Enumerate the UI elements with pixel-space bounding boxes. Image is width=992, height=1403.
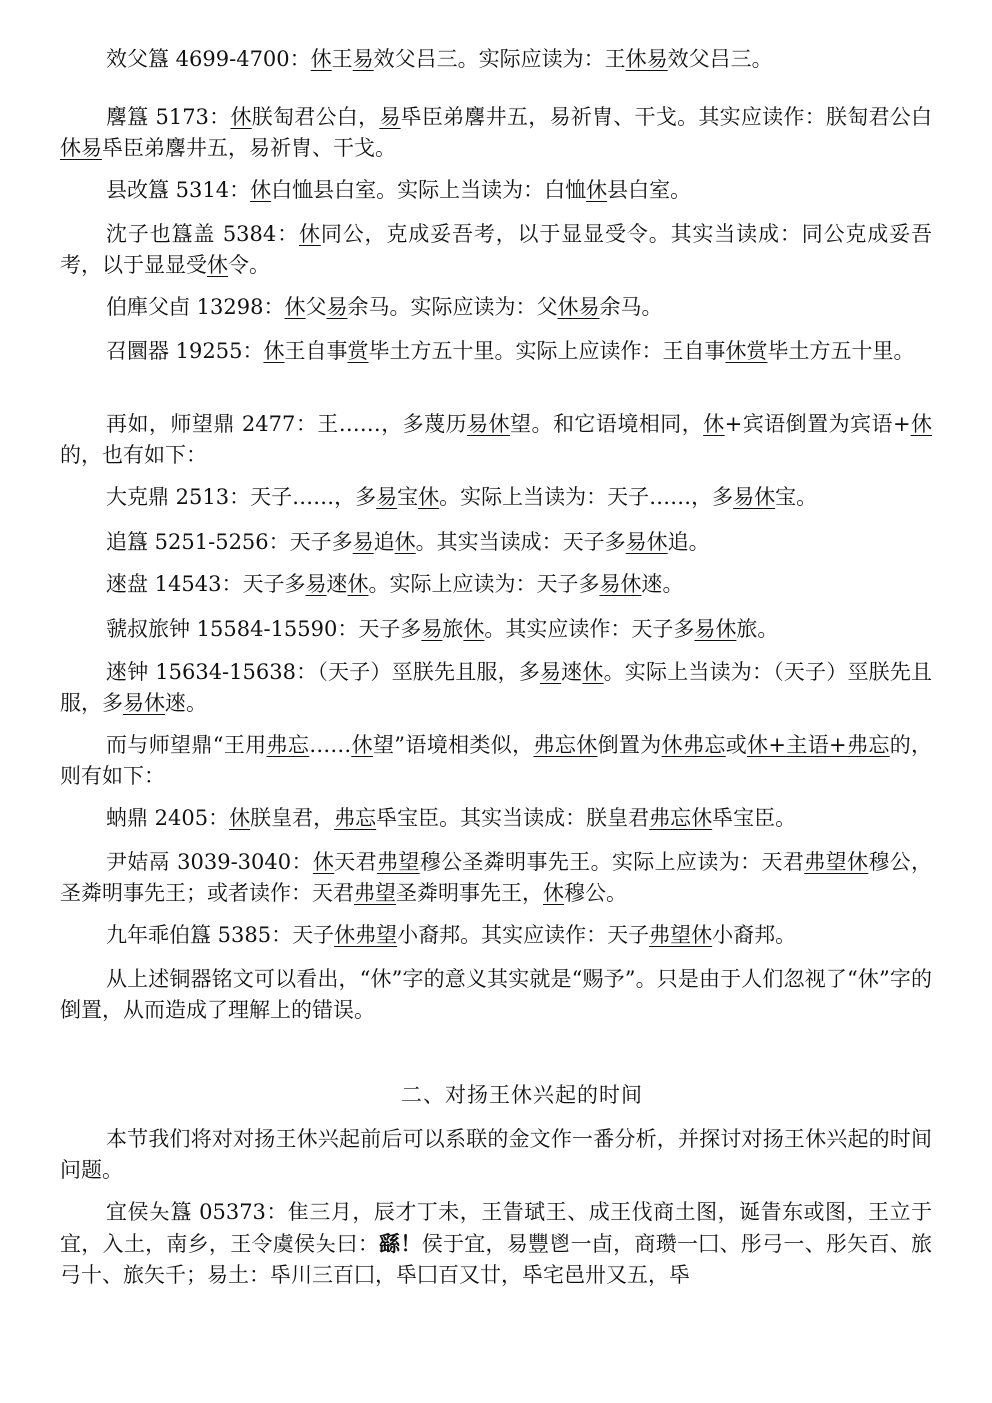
text-segment: 大克鼎 2513：天子……，多	[106, 485, 377, 509]
underlined-term: 弗忘休	[649, 806, 713, 830]
text-segment: 逨钟 15634-15638：（天子）巠朕先且服，多	[106, 660, 540, 684]
text-segment: 尹姞鬲 3039-3040：	[106, 850, 313, 874]
text-segment: 穆公，圣粦明事先王；或者读作：天君	[60, 850, 933, 905]
text-segment: 白恤县白室。实际上当读为：白恤	[271, 178, 587, 202]
underlined-term: 弗望	[354, 881, 396, 905]
underlined-term: 休易	[60, 136, 102, 160]
text-segment: 穆公。	[564, 881, 627, 905]
paragraph	[60, 964, 932, 1026]
paragraph	[60, 44, 932, 75]
text-segment: 。实际上应读为：天子多	[368, 572, 600, 596]
underlined-term: 易	[326, 295, 348, 319]
text-segment: 本节我们将对对扬王休兴起前后可以系联的金文作一番分析，并探讨对扬王休兴起的时间问题。	[60, 1127, 932, 1182]
underlined-term: 易	[376, 485, 398, 509]
text-segment: 逨	[326, 572, 348, 596]
text-segment: ……	[309, 733, 352, 757]
underlined-term: 休	[582, 660, 604, 684]
underlined-term: 休	[543, 881, 564, 905]
text-segment: 蚋鼎 2405：	[106, 806, 230, 830]
text-segment: 圣粦明事先王，	[396, 881, 543, 905]
text-segment: 王自事	[284, 339, 348, 363]
text-segment: 逨	[561, 660, 583, 684]
underlined-term: 休	[207, 253, 228, 277]
underlined-term: 弗忘休	[533, 733, 598, 757]
underlined-term: 休	[230, 105, 252, 129]
underlined-term: 休	[250, 178, 272, 202]
text-segment: 朕匋君公白，	[251, 105, 380, 129]
underlined-term: 休	[229, 806, 251, 830]
text-segment: 氒臣弟麐井五，易祈冑、干戈。	[102, 136, 396, 160]
underlined-term: 易	[352, 47, 374, 71]
text-segment: 效父簋 4699-4700：	[106, 47, 311, 71]
text-segment: 朕皇君，	[250, 806, 335, 830]
text-segment: 余马。	[599, 295, 663, 319]
paragraph	[60, 657, 932, 719]
paragraph	[60, 409, 932, 471]
underlined-term: 休	[263, 339, 285, 363]
underlined-term: 休	[347, 572, 369, 596]
underlined-term: 易休	[599, 572, 642, 596]
underlined-term: 易休	[467, 412, 511, 436]
paragraph	[60, 219, 932, 281]
text-segment: 倒置为	[597, 733, 662, 757]
text-segment: 县改簋 5314：	[106, 178, 251, 202]
underlined-term: 易休	[733, 485, 776, 509]
underlined-term: 休弗忘	[661, 733, 726, 757]
text-segment: 宝	[397, 485, 419, 509]
text-segment: 逨。	[165, 691, 207, 715]
underlined-term: 易	[352, 530, 374, 554]
underlined-term: 易	[305, 572, 327, 596]
text-segment: +宾语倒置为宾语+	[724, 412, 911, 436]
text-segment: 麐簋 5173：	[106, 105, 231, 129]
paragraph	[60, 730, 932, 792]
text-segment: 王	[331, 47, 353, 71]
paragraph	[60, 336, 932, 367]
text-segment: 追	[373, 530, 395, 554]
text-segment: 召圜器 19255：	[106, 339, 264, 363]
text-segment: 令。	[228, 253, 270, 277]
underlined-term: 赏	[347, 339, 369, 363]
text-segment: 的，则有如下：	[60, 733, 933, 788]
underlined-term: 休	[298, 222, 321, 246]
underlined-term: 弗望休	[649, 923, 713, 947]
paragraph	[60, 1124, 932, 1186]
underlined-term: 休弗望	[334, 923, 398, 947]
text-segment: 或	[725, 733, 748, 757]
paragraph	[60, 292, 932, 323]
text-segment: 天君	[334, 850, 377, 874]
text-segment: 望。和它语境相同，	[510, 412, 704, 436]
underlined-term: 易	[379, 105, 401, 129]
paragraph	[60, 803, 932, 834]
text-segment: 旅。	[736, 617, 779, 641]
text-segment: 追。	[667, 530, 710, 554]
text-segment: 。实际上当读为：（天子）巠朕先且服，多	[60, 660, 933, 715]
text-segment: 望”语境相类似，	[372, 733, 534, 757]
paragraph	[60, 569, 932, 600]
text-segment: 。实际上当读为：天子……，多	[439, 485, 734, 509]
underlined-term: 弗忘	[266, 733, 310, 757]
text-segment: 伯㢑父卣 13298：	[106, 295, 285, 319]
underlined-term: 休	[351, 733, 373, 757]
text-segment: 再如，师望鼎 2477：王……，多蔑历	[106, 412, 468, 436]
text-segment: 氒臣弟麐井五，易祈冑、干戈。其实应读作：朕匋君公白	[400, 105, 933, 129]
paragraph	[60, 527, 932, 558]
underlined-term: 休	[284, 295, 306, 319]
text-segment: 虢叔旅钟 15584-15590：天子多	[106, 617, 422, 641]
text-segment: 父	[305, 295, 327, 319]
text-segment: 逨。	[641, 572, 684, 596]
underlined-term: 弗忘	[334, 806, 377, 830]
underlined-term: 休赏	[725, 339, 768, 363]
underlined-term: 休易	[557, 295, 600, 319]
text-segment: 。其实当读成：天子多	[415, 530, 626, 554]
underlined-term: 易休	[694, 617, 737, 641]
text-segment: 毕土方五十里。	[767, 339, 915, 363]
underlined-term: 休	[703, 412, 725, 436]
underlined-term: 休+主语+弗忘	[747, 733, 890, 757]
text-segment: 穆公圣粦明事先王。实际上应读为：天君	[419, 850, 805, 874]
underlined-term: 休	[394, 530, 416, 554]
text-segment: 旅	[442, 617, 464, 641]
text-segment: 县白室。	[607, 178, 692, 202]
underlined-term: 休	[586, 178, 608, 202]
underlined-term: 易休	[123, 691, 165, 715]
underlined-term: 休	[312, 850, 335, 874]
underlined-term: 易	[540, 660, 562, 684]
underlined-term: 弗望休	[804, 850, 869, 874]
underlined-term: 休易	[625, 47, 668, 71]
text-segment: 效父吕三。实际应读为：王	[373, 47, 626, 71]
text-segment: 追簋 5251-5256：天子多	[106, 530, 353, 554]
underlined-term: 休	[463, 617, 485, 641]
paragraph	[60, 102, 932, 164]
underlined-term: 易	[421, 617, 443, 641]
paragraph	[60, 614, 932, 645]
section-heading: 二、对扬王休兴起的时间	[401, 1083, 643, 1107]
text-segment: 。其实应读作：天子多	[484, 617, 695, 641]
text-segment: 余马。实际应读为：父	[347, 295, 558, 319]
text-segment: 宜侯夨簋 05373：隹三月，辰才丁未，王眚珷王、成王伐商土图，诞眚东或图，王立于宜，入土，南乡，王令虞侯夨曰：	[60, 1200, 932, 1256]
text-segment: 侯于宜，易豐鬯一卣，商瓒一囗、彤弓一、彤矢百、旅弓十、旅矢千；易土：氒川三百囗，氒囗百又廿，氒宅邑卅又五，氒	[60, 1232, 933, 1287]
underlined-term: 休	[310, 47, 332, 71]
text-segment: 九年乖伯簋 5385：天子	[106, 923, 335, 947]
text-segment: 氒宝臣。其实当读成：朕皇君	[376, 806, 650, 830]
paragraph	[60, 482, 932, 513]
text-segment: 同公，克成妥吾考，以于显显受令。其实当读成：同公克成妥吾考，以于显显受	[60, 222, 932, 277]
underlined-term: 休	[910, 412, 933, 436]
text-segment: 小裔邦。其实应读作：天子	[397, 923, 650, 947]
text-segment: 效父吕三。	[667, 47, 773, 71]
paragraph	[60, 1197, 932, 1291]
text-segment: 宝。	[775, 485, 818, 509]
text-segment: 氒宝臣。	[712, 806, 797, 830]
text-segment: 逨盘 14543：天子多	[106, 572, 306, 596]
bold-term: 繇！	[379, 1231, 422, 1256]
paragraph	[60, 920, 932, 951]
text-segment: 从上述铜器铭文可以看出，“休”字的意义其实就是“赐予”。只是由于人们忽视了“休”字的倒置，从而造成了理解上的错误。	[60, 967, 932, 1022]
text-segment: 而与师望鼎“王用	[106, 733, 267, 757]
text-segment: 毕土方五十里。实际上应读作：王自事	[368, 339, 726, 363]
underlined-term: 易休	[625, 530, 668, 554]
paragraph	[60, 847, 932, 909]
text-segment: 沈子也簋盖 5384：	[106, 222, 299, 246]
underlined-term: 休	[418, 485, 440, 509]
text-segment: 的，也有如下：	[60, 443, 207, 467]
text-segment: 小裔邦。	[712, 923, 797, 947]
underlined-term: 弗望	[376, 850, 420, 874]
paragraph	[60, 175, 932, 206]
